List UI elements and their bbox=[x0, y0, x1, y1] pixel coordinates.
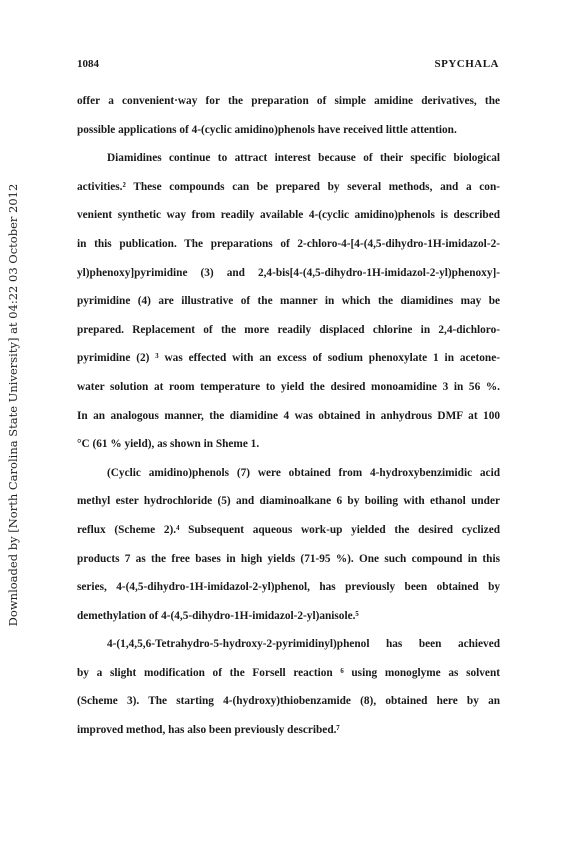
text-line: (Cyclic amidino)phenols (7) were obtained from 4-hydroxybenzimidic acid bbox=[107, 466, 500, 479]
text-line: pyrimidine (4) are illustrative of the manner in which the diamidines may be bbox=[77, 295, 500, 308]
download-watermark-text: Downloaded by [North Carolina State University] at 04:22 03 October 2012 bbox=[6, 183, 20, 627]
text-line: venient synthetic way from readily available 4-(cyclic amidino)phenols is described bbox=[77, 209, 500, 222]
paragraph bbox=[77, 144, 500, 459]
text-line: prepared. Replacement of the more readily displaced chlorine in 2,4-dichloro- bbox=[77, 323, 500, 336]
text-line: Diamidines continue to attract interest because of their specific biological bbox=[107, 152, 500, 165]
text-line: in this publication. The preparations of 2-chloro-4-[4-(4,5-dihydro-1H-imidazol-2- bbox=[77, 237, 500, 250]
text-line: (Scheme 3). The starting 4-(hydroxy)thiobenzamide (8), obtained here by an bbox=[77, 695, 500, 708]
text-line: demethylation of 4-(4,5-dihydro-1H-imidazol-2-yl)anisole.⁵ bbox=[77, 609, 359, 622]
page-header bbox=[77, 58, 499, 74]
text-line: possible applications of 4-(cyclic amidino)phenols have received little attention. bbox=[77, 123, 457, 136]
text-line: by a slight modification of the Forsell reaction ⁶ using monoglyme as solvent bbox=[77, 666, 500, 679]
text-line: In an analogous manner, the diamidine 4 was obtained in anhydrous DMF at 100 bbox=[77, 409, 500, 422]
text-line: reflux (Scheme 2).⁴ Subsequent aqueous work-up yielded the desired cyclized bbox=[77, 523, 500, 536]
text-line: activities.² These compounds can be prepared by several methods, and a con- bbox=[77, 180, 500, 193]
page-number: 1084 bbox=[77, 58, 99, 70]
text-line: yl)phenoxy]pyrimidine (3) and 2,4-bis[4-(4,5-dihydro-1H-imidazol-2-yl)phenoxy]- bbox=[77, 266, 500, 279]
text-line: methyl ester hydrochloride (5) and diaminoalkane 6 by boiling with ethanol under bbox=[77, 495, 500, 508]
paragraph bbox=[77, 630, 500, 744]
text-line: improved method, has also been previously described.⁷ bbox=[77, 724, 340, 737]
text-line: °C (61 % yield), as shown in Sheme 1. bbox=[77, 438, 260, 451]
download-watermark bbox=[2, 170, 24, 640]
text-line: products 7 as the free bases in high yields (71-95 %). One such compound in this bbox=[77, 552, 500, 565]
paragraph bbox=[77, 87, 500, 144]
text-line: offer a convenient·way for the preparation of simple amidine derivatives, the bbox=[77, 95, 500, 107]
paragraph bbox=[77, 459, 500, 631]
text-line: water solution at room temperature to yield the desired monoamidine 3 in 56 %. bbox=[77, 380, 500, 393]
text-line: series, 4-(4,5-dihydro-1H-imidazol-2-yl)phenol, has previously been obtained by bbox=[77, 581, 500, 594]
running-head: SPYCHALA bbox=[434, 58, 499, 70]
text-line: pyrimidine (2) ³ was effected with an excess of sodium phenoxylate 1 in acetone- bbox=[77, 352, 500, 365]
body-text bbox=[77, 87, 500, 745]
text-line: 4-(1,4,5,6-Tetrahydro-5-hydroxy-2-pyrimidinyl)phenol has been achieved bbox=[107, 638, 500, 651]
